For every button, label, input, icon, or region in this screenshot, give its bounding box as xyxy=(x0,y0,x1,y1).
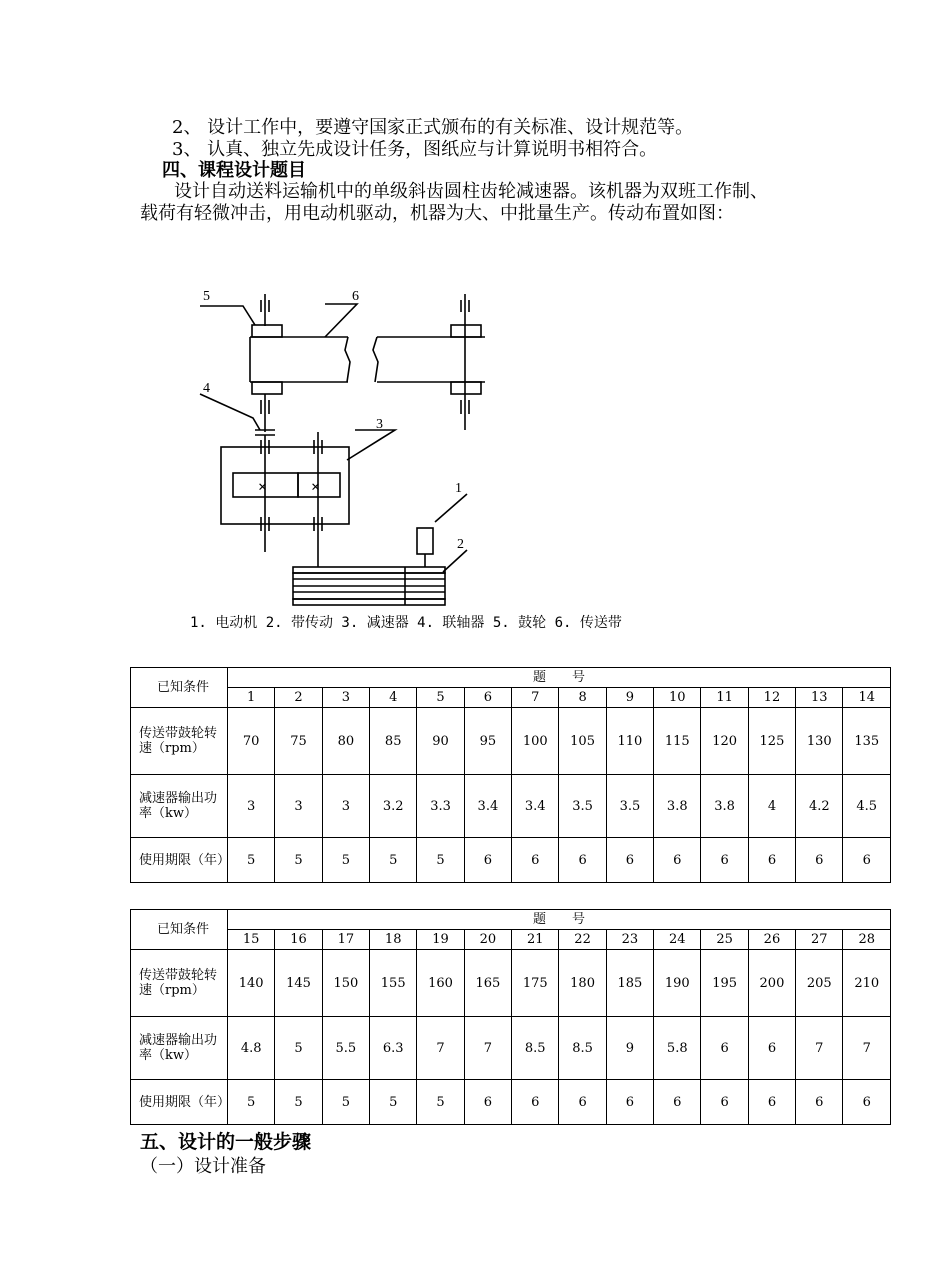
table-cell: 145 xyxy=(275,950,322,1017)
topic-number: 23 xyxy=(606,930,653,950)
table-cell: 5.5 xyxy=(322,1017,369,1080)
diagram-caption: 1. 电动机 2. 带传动 3. 减速器 4. 联轴器 5. 鼓轮 6. 传送带 xyxy=(190,615,622,631)
topic-number: 27 xyxy=(796,930,843,950)
table-cell: 6 xyxy=(701,1017,748,1080)
table-cell: 6 xyxy=(843,1080,891,1125)
table-cell: 155 xyxy=(370,950,417,1017)
table-cell: 6 xyxy=(512,838,559,883)
table-cell: 6 xyxy=(512,1080,559,1125)
table-cell: 6 xyxy=(559,838,606,883)
row-label-drum-speed: 传送带鼓轮转速（rpm） xyxy=(131,950,228,1017)
table-cell: 5 xyxy=(275,838,322,883)
section-4-heading: 四、课程设计题目 xyxy=(162,160,306,181)
topic-number: 19 xyxy=(417,930,464,950)
topic-number: 1 xyxy=(228,688,275,708)
row-label-service-life: 使用期限（年） xyxy=(131,1080,228,1125)
table-cell: 3 xyxy=(322,775,369,838)
paragraph-line-1: 设计自动送料运输机中的单级斜齿圆柱齿轮减速器。该机器为双班工作制、 xyxy=(174,181,768,202)
topic-number: 4 xyxy=(370,688,417,708)
topic-number: 16 xyxy=(275,930,322,950)
table-cell: 95 xyxy=(464,708,511,775)
topic-number: 14 xyxy=(843,688,891,708)
table-cell: 5 xyxy=(322,838,369,883)
table-cell: 5 xyxy=(370,1080,417,1125)
table-cell: 5 xyxy=(322,1080,369,1125)
row-label-service-life: 使用期限（年） xyxy=(131,838,228,883)
topic-number: 25 xyxy=(701,930,748,950)
table-cell: 120 xyxy=(701,708,748,775)
table-cell: 80 xyxy=(322,708,369,775)
table-cell: 6 xyxy=(654,838,701,883)
topic-number: 13 xyxy=(796,688,843,708)
row-label-output-power: 减速器输出功率（kw） xyxy=(131,775,228,838)
table-cell: 110 xyxy=(606,708,653,775)
table-cell: 6 xyxy=(464,838,511,883)
table-cell: 7 xyxy=(464,1017,511,1080)
diagram-label-drum: 5 xyxy=(203,289,210,304)
topic-number: 22 xyxy=(559,930,606,950)
table-cell: 6.3 xyxy=(370,1017,417,1080)
table-row xyxy=(131,1017,891,1080)
topic-number: 10 xyxy=(654,688,701,708)
table-cell: 3.4 xyxy=(464,775,511,838)
gear-cross-mark-left: × xyxy=(258,479,268,496)
topic-number: 9 xyxy=(606,688,653,708)
topic-number: 6 xyxy=(464,688,511,708)
condition-header: 已知条件 xyxy=(131,910,228,950)
diagram-label-motor: 1 xyxy=(455,481,462,496)
table-cell: 5 xyxy=(417,1080,464,1125)
table-cell: 6 xyxy=(748,1017,795,1080)
table-cell: 3.5 xyxy=(606,775,653,838)
table-cell: 7 xyxy=(843,1017,891,1080)
table-cell: 3.3 xyxy=(417,775,464,838)
table-cell: 5.8 xyxy=(654,1017,701,1080)
topic-number: 26 xyxy=(748,930,795,950)
table-cell: 5 xyxy=(275,1017,322,1080)
topic-number: 8 xyxy=(559,688,606,708)
topic-number-header: 题 号 xyxy=(228,668,891,688)
topic-number: 12 xyxy=(748,688,795,708)
table-cell: 6 xyxy=(748,1080,795,1125)
table-cell: 4.2 xyxy=(796,775,843,838)
row-label-output-power: 减速器输出功率（kw） xyxy=(131,1017,228,1080)
table-cell: 5 xyxy=(417,838,464,883)
table-cell: 100 xyxy=(512,708,559,775)
table-cell: 4.8 xyxy=(228,1017,275,1080)
topic-number: 2 xyxy=(275,688,322,708)
table-cell: 135 xyxy=(843,708,891,775)
table-row xyxy=(131,950,891,1017)
topic-number-header: 题 号 xyxy=(228,910,891,930)
table-cell: 3.5 xyxy=(559,775,606,838)
row-label-drum-speed: 传送带鼓轮转速（rpm） xyxy=(131,708,228,775)
transmission-diagram xyxy=(195,282,485,612)
topic-number: 11 xyxy=(701,688,748,708)
topic-number: 21 xyxy=(512,930,559,950)
table-row xyxy=(131,1080,891,1125)
topic-number: 24 xyxy=(654,930,701,950)
table-cell: 175 xyxy=(512,950,559,1017)
table-cell: 165 xyxy=(464,950,511,1017)
table-cell: 4.5 xyxy=(843,775,891,838)
table-cell: 115 xyxy=(654,708,701,775)
table-row xyxy=(131,708,891,775)
topic-number-row xyxy=(131,688,891,708)
table-row xyxy=(131,775,891,838)
table-cell: 75 xyxy=(275,708,322,775)
table-cell: 3 xyxy=(275,775,322,838)
table-cell: 105 xyxy=(559,708,606,775)
table-cell: 5 xyxy=(275,1080,322,1125)
table-cell: 3 xyxy=(228,775,275,838)
gear-cross-mark-right: × xyxy=(311,479,321,496)
table-cell: 6 xyxy=(606,838,653,883)
table-row xyxy=(131,838,891,883)
topic-number: 7 xyxy=(512,688,559,708)
topic-number: 28 xyxy=(843,930,891,950)
requirement-item-3: 3、 认真、独立先成设计任务，图纸应与计算说明书相符合。 xyxy=(172,139,658,160)
topic-number: 3 xyxy=(322,688,369,708)
table-cell: 3.8 xyxy=(654,775,701,838)
table-cell: 205 xyxy=(796,950,843,1017)
section-5-heading: 五、设计的一般步骤 xyxy=(140,1131,312,1153)
table-cell: 6 xyxy=(796,1080,843,1125)
requirement-item-2: 2、 设计工作中，要遵守国家正式颁布的有关标准、设计规范等。 xyxy=(172,117,694,138)
table-cell: 90 xyxy=(417,708,464,775)
topic-number: 17 xyxy=(322,930,369,950)
table-cell: 130 xyxy=(796,708,843,775)
paragraph-line-2: 载荷有轻微冲击，用电动机驱动，机器为大、中批量生产。传动布置如图： xyxy=(140,203,734,224)
table-cell: 6 xyxy=(796,838,843,883)
table-cell: 210 xyxy=(843,950,891,1017)
table-cell: 7 xyxy=(417,1017,464,1080)
table-cell: 6 xyxy=(654,1080,701,1125)
table-cell: 9 xyxy=(606,1017,653,1080)
diagram-label-coupling: 4 xyxy=(203,381,210,396)
table-cell: 195 xyxy=(701,950,748,1017)
parameter-table-2 xyxy=(130,909,891,1125)
table-cell: 140 xyxy=(228,950,275,1017)
table-cell: 3.2 xyxy=(370,775,417,838)
table-cell: 185 xyxy=(606,950,653,1017)
table-cell: 3.4 xyxy=(512,775,559,838)
table-cell: 200 xyxy=(748,950,795,1017)
table-cell: 6 xyxy=(701,838,748,883)
condition-header: 已知条件 xyxy=(131,668,228,708)
table-cell: 4 xyxy=(748,775,795,838)
topic-number: 15 xyxy=(228,930,275,950)
table-cell: 6 xyxy=(748,838,795,883)
topic-number-row xyxy=(131,930,891,950)
table-cell: 6 xyxy=(843,838,891,883)
table-cell: 150 xyxy=(322,950,369,1017)
table-cell: 6 xyxy=(559,1080,606,1125)
table-cell: 160 xyxy=(417,950,464,1017)
topic-number: 18 xyxy=(370,930,417,950)
table-cell: 6 xyxy=(606,1080,653,1125)
table-cell: 5 xyxy=(370,838,417,883)
table-cell: 8.5 xyxy=(512,1017,559,1080)
parameter-table-1 xyxy=(130,667,891,883)
table-cell: 125 xyxy=(748,708,795,775)
table-cell: 8.5 xyxy=(559,1017,606,1080)
table-cell: 6 xyxy=(701,1080,748,1125)
table-cell: 85 xyxy=(370,708,417,775)
table-cell: 70 xyxy=(228,708,275,775)
topic-number: 5 xyxy=(417,688,464,708)
table-cell: 6 xyxy=(464,1080,511,1125)
diagram-label-reducer: 3 xyxy=(376,417,383,432)
table-cell: 190 xyxy=(654,950,701,1017)
diagram-label-belt-drive: 2 xyxy=(457,537,464,552)
topic-number: 20 xyxy=(464,930,511,950)
table-cell: 180 xyxy=(559,950,606,1017)
subsection-design-preparation: （一）设计准备 xyxy=(140,1156,266,1177)
table-cell: 5 xyxy=(228,838,275,883)
table-cell: 5 xyxy=(228,1080,275,1125)
table-cell: 7 xyxy=(796,1017,843,1080)
diagram-label-conveyor-belt: 6 xyxy=(352,289,359,304)
table-cell: 3.8 xyxy=(701,775,748,838)
